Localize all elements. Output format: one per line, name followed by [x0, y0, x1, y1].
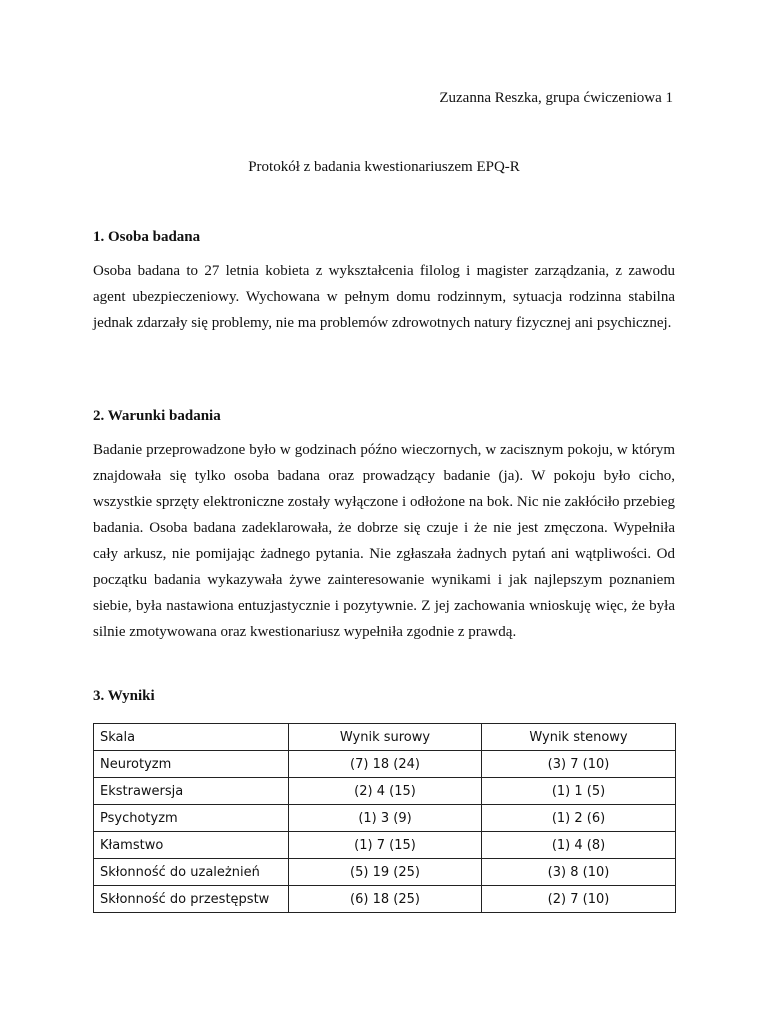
table-cell: Skłonność do przestępstw [94, 886, 289, 913]
document-title: Protokół z badania kwestionariuszem EPQ-R [248, 159, 520, 175]
table-cell: (3) 8 (10) [482, 859, 676, 886]
table-row [94, 751, 676, 778]
table-cell: (2) 4 (15) [289, 778, 482, 805]
table-cell: (5) 19 (25) [289, 859, 482, 886]
table-header-cell: Wynik stenowy [482, 724, 676, 751]
table-cell: (1) 7 (15) [289, 832, 482, 859]
table-row [94, 778, 676, 805]
table-header-cell: Wynik surowy [289, 724, 482, 751]
section-heading-conditions: 2. Warunki badania [93, 408, 221, 424]
table-row [94, 859, 676, 886]
table-cell: (1) 3 (9) [289, 805, 482, 832]
table-row [94, 805, 676, 832]
table-cell: Neurotyzm [94, 751, 289, 778]
table-cell: (7) 18 (24) [289, 751, 482, 778]
table-row [94, 832, 676, 859]
table-header-cell: Skala [94, 724, 289, 751]
table-cell: (3) 7 (10) [482, 751, 676, 778]
table-cell: Psychotyzm [94, 805, 289, 832]
table-cell: Kłamstwo [94, 832, 289, 859]
table-cell: (1) 1 (5) [482, 778, 676, 805]
table-cell: (6) 18 (25) [289, 886, 482, 913]
section-text-subject: Osoba badana to 27 letnia kobieta z wykształcenia filolog i magister zarządzania, z zawodu agent ubezpieczeniowy. Wychowana w pełnym domu rodzinnym, sytuacja rodzinna stabilna jednak zdarzały się problemy, nie ma problemów zdrowotnych natury fizycznej ani psychicznej. [93, 263, 675, 331]
section-heading-subject: 1. Osoba badana [93, 229, 201, 245]
table-header-row [94, 724, 676, 751]
table-cell: (1) 2 (6) [482, 805, 676, 832]
results-table [93, 723, 676, 913]
section-text-conditions: Badanie przeprowadzone było w godzinach późno wieczornych, w zacisznym pokoju, w którym znajdowała się tylko osoba badana oraz prowadzący badanie (ja). W pokoju było cicho, wszystkie sprzęty elektroniczne zostały wyłączone i odłożone na bok. Nic nie zakłóciło przebieg badania. Osoba badana zadeklarowała, że dobrze się czuje i że nie jest zmęczona. Wypełniła cały arkusz, nie pomijając żadnego pytania. Nie zgłaszała żadnych pytań ani wątpliwości. Od początku badania wykazywała żywe zainteresowanie wynikami i jak najlepszym poznaniem siebie, była nastawiona entuzjastycznie i pozytywnie. Z jej zachowania wnioskuję więc, że była silnie zmotywowana oraz kwestionariusz wypełniła zgodnie z prawdą. [93, 442, 675, 640]
section-heading-results: 3. Wyniki [93, 688, 155, 704]
table-cell: Ekstrawersja [94, 778, 289, 805]
author-line: Zuzanna Reszka, grupa ćwiczeniowa 1 [439, 90, 673, 106]
table-cell: (1) 4 (8) [482, 832, 676, 859]
table-row [94, 886, 676, 913]
table-cell: (2) 7 (10) [482, 886, 676, 913]
table-cell: Skłonność do uzależnień [94, 859, 289, 886]
